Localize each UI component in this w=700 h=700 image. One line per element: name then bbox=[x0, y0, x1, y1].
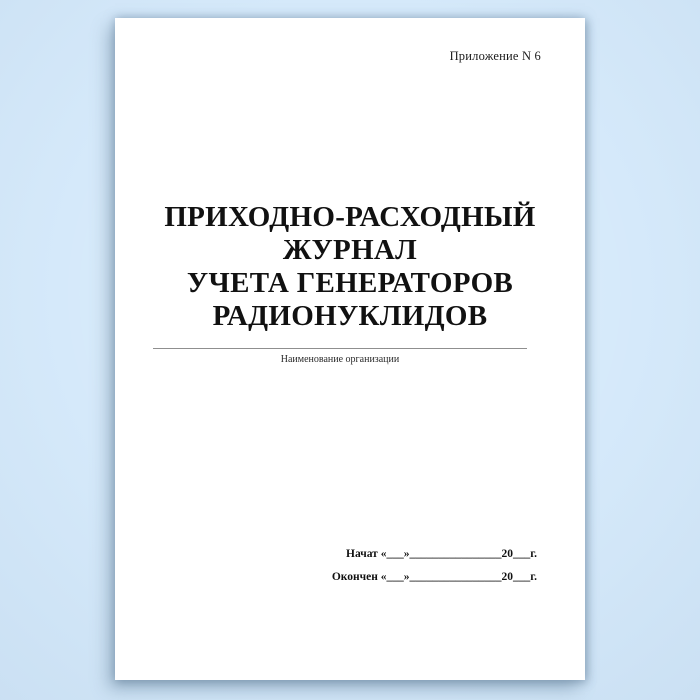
journal-cover-page bbox=[115, 18, 585, 680]
journal-title-line-1: ПРИХОДНО-РАСХОДНЫЙ bbox=[164, 201, 536, 233]
appendix-number-label: Приложение N 6 bbox=[449, 49, 541, 63]
start-end-dates bbox=[332, 547, 537, 593]
journal-title-line-2: ЖУРНАЛ bbox=[282, 234, 418, 266]
organization-name-caption: Наименование организации bbox=[280, 354, 400, 365]
journal-title-line-4: РАДИОНУКЛИДОВ bbox=[212, 300, 488, 332]
journal-title bbox=[115, 201, 585, 333]
start-date-line: Начат «___»________________20___г. bbox=[346, 548, 537, 560]
organization-name-line bbox=[153, 348, 527, 367]
end-date-line: Окончен «___»________________20___г. bbox=[331, 571, 537, 583]
journal-title-line-3: УЧЕТА ГЕНЕРАТОРОВ bbox=[186, 267, 514, 299]
